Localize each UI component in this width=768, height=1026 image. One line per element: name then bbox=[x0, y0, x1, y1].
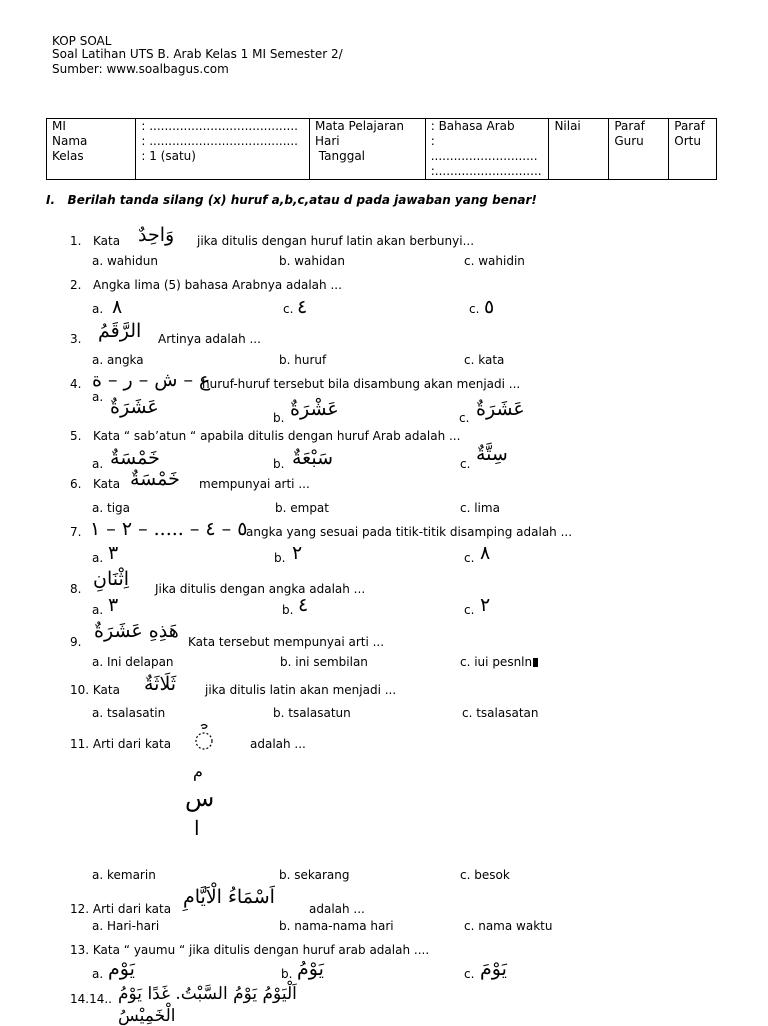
header-source: Sumber: www.soalbagus.com bbox=[52, 62, 229, 76]
q7-text: angka yang sesuai pada titik-titik disamping adalah ... bbox=[246, 525, 573, 539]
q4-option-c[interactable]: عَشَرَةٌ bbox=[476, 398, 525, 420]
dotted-circle-glyph bbox=[192, 722, 216, 752]
instruction: I. Berilah tanda silang (x) huruf a,b,c,atau d pada jawaban yang benar! bbox=[46, 193, 537, 207]
q2-number: 2. bbox=[70, 278, 82, 292]
q1-number: 1. bbox=[70, 234, 82, 248]
cursor-mark bbox=[533, 658, 538, 667]
q5-option-a[interactable]: خَمْسَةٌ bbox=[110, 447, 160, 469]
q7-option-c[interactable]: ٨ bbox=[480, 542, 491, 564]
info-labels-2: Mata Pelajaran Hari Tanggal bbox=[309, 119, 425, 180]
q10-option-b[interactable]: b. tsalasatun bbox=[273, 706, 351, 720]
q5-option-c[interactable]: سِتَّةٌ bbox=[476, 443, 508, 465]
q4-option-c-label[interactable]: c. bbox=[459, 411, 470, 425]
q13-number: 13. Kata “ yaumu “ jika ditulis dengan huruf arab adalah .... bbox=[70, 943, 430, 957]
q12-arabic: اَسْمَاءُ الْاَيَّامِ bbox=[183, 886, 275, 908]
q9-option-c[interactable]: c. iui pesnln bbox=[460, 655, 538, 669]
header-kop: KOP SOAL bbox=[52, 34, 112, 48]
q1-option-b[interactable]: b. wahidan bbox=[279, 254, 345, 268]
q4-option-a[interactable]: عَشَرَةٌ bbox=[110, 396, 159, 418]
q5-number: 5. bbox=[70, 429, 82, 443]
q6-pre: Kata bbox=[93, 477, 121, 491]
q4-option-b-label[interactable]: b. bbox=[273, 411, 285, 425]
info-values-2: : Bahasa Arab : ............................ :............................ bbox=[425, 119, 549, 180]
q2-option-a[interactable]: ٨ bbox=[112, 296, 123, 318]
q12-number: 12. Arti dari kata bbox=[70, 902, 172, 916]
q5-text: Kata “ sab’atun “ apabila ditulis dengan huruf Arab adalah ... bbox=[93, 429, 461, 443]
q12-option-a[interactable]: a. Hari-hari bbox=[92, 919, 160, 933]
q2-option-c[interactable]: ٤ bbox=[297, 296, 308, 318]
q3-option-a[interactable]: a. angka bbox=[92, 353, 144, 367]
q9-arabic: هَذِهِ عَشَرَةٌ bbox=[94, 620, 179, 642]
q13-option-a-label[interactable]: a. bbox=[92, 967, 104, 981]
q8-number: 8. bbox=[70, 582, 82, 596]
q8-option-c[interactable]: ٢ bbox=[480, 594, 491, 616]
q10-option-a[interactable]: a. tsalasatin bbox=[92, 706, 166, 720]
q4-option-b[interactable]: عَشْرَةٌ bbox=[290, 398, 339, 420]
q7-option-a-label[interactable]: a. bbox=[92, 551, 104, 565]
q13-option-b-label[interactable]: b. bbox=[281, 967, 293, 981]
q5-option-b-label[interactable]: b. bbox=[273, 457, 285, 471]
q8-option-c-label[interactable]: c. bbox=[464, 603, 475, 617]
q9-number: 9. bbox=[70, 635, 82, 649]
q4-arabic: ع – ش – ر – ة bbox=[92, 369, 211, 391]
q13-option-c[interactable]: يَوْمَ bbox=[480, 958, 507, 980]
q2-option-c2[interactable]: ٥ bbox=[484, 296, 495, 318]
q12-text: adalah ... bbox=[309, 902, 365, 916]
q10-number: 10. Kata bbox=[70, 683, 120, 697]
q5-option-a-label[interactable]: a. bbox=[92, 457, 104, 471]
q7-option-b[interactable]: ٢ bbox=[292, 542, 303, 564]
q3-number: 3. bbox=[70, 332, 82, 346]
q8-option-a[interactable]: ٣ bbox=[108, 594, 119, 616]
q4-option-a-label[interactable]: a. bbox=[92, 390, 104, 404]
q6-number: 6. bbox=[70, 477, 82, 491]
q2-text: Angka lima (5) bahasa Arabnya adalah ... bbox=[93, 278, 342, 292]
q8-arabic: اِثْنَانِ bbox=[93, 568, 130, 590]
info-values: : ....................................... : ....................................... : 1 (satu) bbox=[136, 119, 310, 180]
q12-option-b[interactable]: b. nama-nama hari bbox=[279, 919, 394, 933]
q11-text: adalah ... bbox=[250, 737, 306, 751]
q11-option-c[interactable]: c. besok bbox=[460, 868, 510, 882]
q9-option-b[interactable]: b. ini sembilan bbox=[280, 655, 368, 669]
q4-number: 4. bbox=[70, 377, 82, 391]
q6-option-b[interactable]: b. empat bbox=[275, 501, 329, 515]
info-labels: MI Nama Kelas bbox=[47, 119, 136, 180]
paraf-ortu-cell: Paraf Ortu bbox=[669, 119, 717, 180]
q11-glyph-alif: ا bbox=[194, 816, 200, 840]
q6-arabic: خَمْسَةٌ bbox=[130, 468, 180, 490]
q3-arabic: الرَّقَمُ bbox=[98, 320, 142, 342]
q1-pre: Kata bbox=[93, 234, 121, 248]
q3-option-c[interactable]: c. kata bbox=[464, 353, 505, 367]
q11-number: 11. Arti dari kata bbox=[70, 737, 172, 751]
q8-option-b[interactable]: ٤ bbox=[298, 594, 309, 616]
q9-option-a[interactable]: a. Ini delapan bbox=[92, 655, 174, 669]
info-table bbox=[46, 118, 717, 180]
q6-text: mempunyai arti ... bbox=[199, 477, 310, 491]
q2-option-a-label[interactable]: a. bbox=[92, 302, 104, 316]
nilai-cell: Nilai bbox=[549, 119, 609, 180]
q8-option-a-label[interactable]: a. bbox=[92, 603, 104, 617]
q3-text: Artinya adalah ... bbox=[158, 332, 261, 346]
q11-glyph-mim: م bbox=[193, 762, 203, 781]
q11-option-b[interactable]: b. sekarang bbox=[279, 868, 350, 882]
q12-option-c[interactable]: c. nama waktu bbox=[464, 919, 553, 933]
q7-number: 7. bbox=[70, 525, 82, 539]
header-title: Soal Latihan UTS B. Arab Kelas 1 MI Semester 2/ bbox=[52, 47, 343, 61]
q5-option-c-label[interactable]: c. bbox=[460, 457, 471, 471]
q10-arabic: ثَلَاثَةٌ bbox=[144, 673, 177, 695]
q1-option-a[interactable]: a. wahidun bbox=[92, 254, 158, 268]
q7-option-c-label[interactable]: c. bbox=[464, 551, 475, 565]
q6-option-c[interactable]: c. lima bbox=[460, 501, 500, 515]
q1-arabic: وَاحِدٌ bbox=[138, 224, 175, 246]
q14-number: 14.14.. bbox=[70, 992, 112, 1006]
q11-glyph-sin: س bbox=[185, 784, 215, 812]
q13-option-b[interactable]: يَوْمُ bbox=[297, 958, 324, 980]
q4-text: huruf-huruf tersebut bila disambung akan menjadi ... bbox=[202, 377, 521, 391]
q13-option-c-label[interactable]: c. bbox=[464, 967, 475, 981]
q3-option-b[interactable]: b. huruf bbox=[279, 353, 327, 367]
q13-option-a[interactable]: يَوْم bbox=[108, 958, 135, 980]
q14-arabic-2: الْخَمِيْسُ bbox=[118, 1006, 176, 1026]
q10-text: jika ditulis latin akan menjadi ... bbox=[205, 683, 397, 697]
q9-text: Kata tersebut mempunyai arti ... bbox=[188, 635, 385, 649]
q7-arabic: ٥ – ٤ – ..... – ٢ – ١ bbox=[90, 518, 248, 540]
q11-option-a[interactable]: a. kemarin bbox=[92, 868, 156, 882]
q2-option-c2-label[interactable]: c. bbox=[469, 302, 480, 316]
q7-option-a[interactable]: ٣ bbox=[108, 542, 119, 564]
q8-option-b-label[interactable]: b. bbox=[282, 603, 294, 617]
q2-option-c-label[interactable]: c. bbox=[283, 302, 294, 316]
q6-option-a[interactable]: a. tiga bbox=[92, 501, 130, 515]
q1-option-c[interactable]: c. wahidin bbox=[464, 254, 525, 268]
q1-text: jika ditulis dengan huruf latin akan berbunyi... bbox=[197, 234, 475, 248]
q7-option-b-label[interactable]: b. bbox=[274, 551, 286, 565]
q5-option-b[interactable]: سَبْعَةٌ bbox=[292, 447, 334, 469]
q14-arabic: اَلْيَوْمُ يَوْمُ السَّبْتُ. غَدًا يَوْمُ bbox=[118, 984, 297, 1004]
q8-text: Jika ditulis dengan angka adalah ... bbox=[155, 582, 366, 596]
q10-option-c[interactable]: c. tsalasatan bbox=[462, 706, 539, 720]
paraf-guru-cell: Paraf Guru bbox=[609, 119, 669, 180]
